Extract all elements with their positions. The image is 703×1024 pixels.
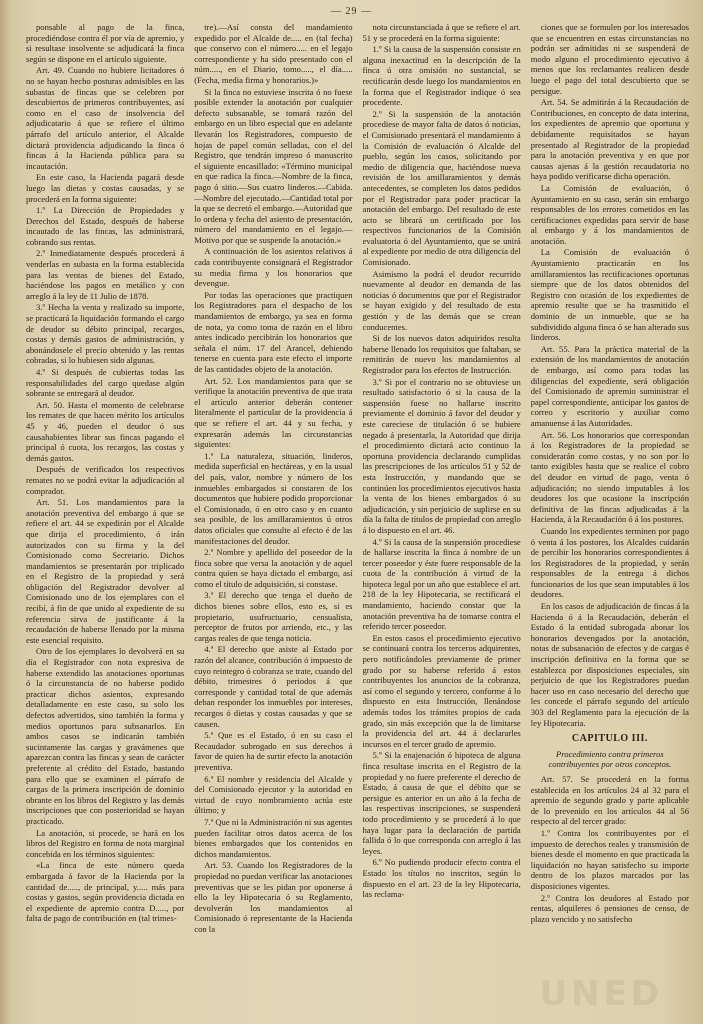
paragraph: 6.ª El nombre y residencia del Alcalde y del Comisionado ejecutor y la autoridad en virtud de cuyo nombramiento actúa este último; y (194, 773, 353, 816)
paragraph: Si la finca no estuviese inscrita ó no fuese posible extender la anotación por cualquier defecto subsanable, se tomará razón del embargo en un libro especial que en adelante llevarán los Registradores, compuesto de hojas de papel común selladas, con el del Registro, que tendrán impreso ó manuscrito el siguiente encasillado: «Término municipal en que radica la finca.—Nombre de la finca, pago ó sitio.—Sus cuatro linderos.—Cabida.—Nombre del ejecutado.—Cantidad total por la que se decretó el embargo.—Autoridad que lo ordena y fecha del asiento de presentación, número del mandamiento en el legajo.—Motivo por que se suspende la anotación.» (194, 86, 353, 245)
paragraph: Art. 49. Cuando no hubiere licitadores ó no se hayan hecho posturas admisibles en las subastas de fincas que se celebren por descubiertos de primeros contribuyentes, así como en el caso de insolvencia del adjudicatario á que se refiere el último párrafo del artículo anterior, el Alcalde dictará providencia adjudicando la finca ó fincas á la Hacienda pública para su incautación. (26, 65, 185, 171)
paragraph: 1.ª La naturaleza, situación, linderos, medida superficial en hectáreas, y en la usual del país, valor, nombre y número de los inmuebles embargados si constaren de los documentos que hubiere podido proporcionar el Comisionado, ó en otro caso y en cuanto sea posible, de los amillaramientos ú otros datos oficiales que consulte al efecto é de las manifestaciones del deudor. (194, 450, 353, 546)
paragraph: 2.º Si la suspensión de la anotación procediese de mayor falta de datos ó noticias, el Comisionado presentará el mandamiento á la Comisión de evaluación ó Alcalde del pueblo, según los casos, solicitando por medio de diligencia que, haciéndose nueva revisión de los amillaramientos y demás antecedentes, se completen los datos pedidos por el Registrador para poder practicar la anotación del embargo. Del resultado de este acto se librará un certificado por los respectivos funcionarios de la Comisión evaluatoria ó del Ayuntamiento, que se unirá al expediente por medio de otra diligencia del Comisionado. (362, 108, 521, 268)
paragraph: Art. 53. Cuando los Registradores de la propiedad no puedan verificar las anotaciones preventivas que se les pidan por oponerse á ello la ley Hipotecaria ó su Reglamento, devolverán los mandamientos al Comisionado ó representante de la Hacienda con la (194, 860, 353, 934)
column-3 (363, 22, 521, 1008)
page-number: — 29 — (331, 6, 372, 17)
paragraph: nota circunstanciada á que se refiere el art. 51 y se procederá en la forma siguiente: (362, 22, 521, 43)
paragraph: En estos casos el procedimiento ejecutivo se continuará contra los terceros adquirentes, pero notificándoles previamente de primer grado por su haberse referido á estos contribuyentes los anuncios de la cobranza, así como el segundo y tercero, conforme á lo dispuesto en esta Instrucción, llenándose además todos los trámites propios de cada grado, sin más excepción que la de limitarse la providencia del art. 44 á declararles incursos en el tercer grado de apremio. (362, 632, 521, 749)
paragraph: Por todas las operaciones que practiquen los Registradores para el despacho de los mandamientos de embargo, ya sea en forma de nota, ya como toma de razón en el libro antes indicado percibirán los honorarios que señala el núm. 17 del Arancel, debiendo tenerse en cuenta para este efecto el importe de las cantidades objeto de la anotación. (194, 289, 353, 374)
paragraph: ponsable al pago de la finca, procediéndose contra él por vía de apremio, y si resultase insolvente se adjudicará la finca según se dispone en el artículo siguiente. (26, 22, 185, 64)
paragraph: 2.ª Nombre y apellido del poseedor de la finca sobre que versa la anotación y de aquel contra quien se haya dictado el embargo, así como el título de adquisición, si constase. (194, 547, 353, 589)
chapter-subtitle: Procedimiento contra primeros contribuyentes por otros conceptos. (548, 748, 672, 770)
paragraph: 4.ª El derecho que asiste al Estado por razón del alcance, contribución ó impuesto de cuyo reintegro ó cobranza se trate, cuando del débito, trimestres ó periodos á que corresponde y cantidad total de que además deban responder los inmuebles por intereses, recargos ó dietas y costas causadas y que se causen. (194, 644, 353, 729)
chapter-title: CAPITULO III. (571, 733, 648, 745)
paragraph: ciones que se formulen por los interesados que se encuentren en estas circunstancias no podrán ser admitidas ni se suspenderá de modo alguno el procedimiento ejecutivo á menos que los reclamantes realicen desde luego el pago del total descubierto que se persigue. (530, 22, 689, 96)
column-4 (531, 22, 689, 1008)
column-2 (194, 22, 352, 1008)
paragraph: 3.º Hecha la venta y realizado su importe, se practicará la liquidación formando el cargo de deudor su débito principal, recargos, costas y demás gastos de administración, y abonándosele el precio obtenido y las rentas cobradas, si lo hubiesen sido algunas. (26, 302, 185, 366)
paragraph: 2.º Inmediatamente después procederá á venderlas en subasta en la forma establecida para las ventas de bienes del Estado, haciéndose los pagos en metálico y con arreglo á la ley de 11 Julio de 1878. (26, 248, 185, 301)
paragraph: En este caso, la Hacienda pagará desde luego las dietas y costas causadas, y se procederá en la forma siguiente: (26, 172, 185, 204)
paragraph: tre).—Así consta del mandamiento expedido por el Alcalde de..... en (tal fecha) que conservo con el número..... en el legajo correspondiente y ha sido presentado con el núm....., en el Diario, tomo....., el día..... (Fecha, media firma y honorarios.)» (194, 22, 353, 85)
paragraph: 5.º Si la enajenación ó hipoteca de alguna finca resultase inscrita en el Registro de la propiedad y no fuere preferente el derecho de Estado, á causa de que el débito que se persigue es anterior en un año á la fecha de las respectivas inscripciones, se suspenderá todo procedimiento y se procederá á lo que haya lugar para la declaración de partida fallida ó lo que corresponda con arreglo á las leyes. (362, 750, 521, 856)
paragraph: Art. 55. Para la práctica material de la extensión de los mandamientos de anotación de embargo, así como para todas las diligencias del expediente, será obligación del Comisionado de apremio suministrar el papel correspondiente, anticipar los gastos de correo y escritorio y auxiliar como amanuense á las Autoridades. (530, 343, 689, 428)
paragraph: 3.ª El derecho que tenga el dueño de dichos bienes sobre ellos, esto es, si es propietario, usufructuario, censualista, perceptor de frutos por arriendo, etc., y las cargas reales de que tenga noticia. (194, 590, 353, 643)
paragraph: En los casos de adjudicación de fincas á la Hacienda ó á la Recaudación, deberán el Estado ó la entidad subrogada abonar los honorarios devengados por la anotación, notas de subsanación de efectos y de cargas é inscripción definitiva en la forma que se establezca por disposiciones especiales, sin perjuicio de que los Registradores puedan hacer uso en caso necesario del derecho que les concede el párrafo segundo del artículo 303 del Reglamento para la ejecución de la ley Hipotecaria. (530, 601, 689, 728)
paragraph: Después de verificados los respectivos remates no se podrá evitar la adjudicación al comprador. (26, 464, 185, 496)
paragraph: 6.º No pudiendo producir efecto contra el Estado los títulos no inscritos, según lo dispuesto en el art. 23 de la ley Hipotecaria, las reclama- (362, 857, 521, 900)
paragraph: Art. 51. Los mandamientos para la anotación preventiva del embargo á que se refiere el art. 44 se expedirán por el Alcalde que dirija el procedimiento, ó irán autorizados con su firma y la del Comisionado como Secretario. Dichos mandamientos se presentarán por triplicado en el Registro de la propiedad y será obligación del Registrador devolver al Comisionado uno de los ejemplares con el recibí, á fin de que unido al expediente de su referencia sirva de justificante á la recaudación de haberse llenado por la misma este esencial requisito. (26, 497, 185, 645)
paragraph: Otro de los ejemplares lo devolverá en su día el Registrador con nota expresiva de haberse extendido las anotaciones oportunas ó la circunstancia de no haberse podido practicar dichos asientos, expresando detalladamente en este caso, su solo los defectos advertidos, sino también la forma y medios oportunos para subsanarlos. En ambos casos se indicarán también sucintamente las cargas y gravámenes que aparezcan contra las fincas y sean de carácter preferente al crédito del Estado, bastando para ello que se examinen el párrafo de cargas de la primera inscripción de dominio obrante en los libros del Registro y las demás inscripciones que con posterioridad se hayan practicado. (26, 646, 185, 826)
paragraph: 3.º Si por el contrario no se obtuviese un resultado satisfactorio ó si la causa de la suspensión fuese no hallarse inscrito previamente el dominio á favor del deudor y este careciese de titulación ó se hubiere negado á presentarla, la Autoridad que dirija el procedimiento dictará acto continuo la oportuna providencia declarando cumplidas las prescripciones de los artículos 51 y 52 de esta Instrucción, y mandando que se continúen los procedimientos ejecutivos hasta la venta de los bienes embargados ó su adjudicación, y sin perjuicio de suplirse en su día la falta de títulos de propiedad con arreglo á lo dispuesto en el art. 46. (362, 376, 521, 535)
paragraph: 1.º La Dirección de Propiedades y Derechos del Estado, después de haberse incautado de las fincas, las administrará, cobrando sus rentas. (26, 205, 185, 247)
library-watermark: UNED (539, 974, 663, 1014)
paragraph: 5.ª Que es el Estado, ó en su caso el Recaudador subrogado en sus derechos á favor de quien ha de surtir efecto la anotación preventiva. (194, 730, 353, 772)
paragraph: 2.º Contra los deudores al Estado por rentas, alquileres ó pensiones de censo, de plazo vencido y no satisfecho (530, 892, 689, 924)
paragraph: 1.º Si la causa de la suspensión consiste en alguna inexactitud en la descripción de la finca ú otra omisión no sustancial, se rectificarán desde luego los mandamientos en la forma que el Registrador indique ó sea procedente. (362, 44, 521, 108)
paragraph: 7.ª Que ni la Administración ni sus agentes pueden facilitar otros datos acerca de los bienes embargados que los contenidos en dichos mandamientos. (194, 816, 353, 859)
paragraph: Art. 56. Los honorarios que correspondan á los Registradores de la propiedad se considerarán como costas, y no son por lo tanto exigibles hasta que se realice el cobro del deudor en virtud de pago, venta ó adjudicación; no siendo imputables á los deudores los que ocasione la inscripción definitiva de las fincas adjudicadas á la Hacienda, á la Recaudación ó á los postores. (530, 429, 689, 525)
paragraph: 4.º Si la causa de la suspensión procediese de hallarse inscrita la finca á nombre de un tercer poseedor y éste fuere responsable de la cuota de la contribución á virtud de la hipoteca legal por un año que establece el art. 218 de la ley Hipotecaria, se rectificará el mandamiento, haciendo constar que la anotación preventiva ha de tomarse contra el referido tercer poseedor. (362, 536, 521, 632)
column-1 (26, 22, 184, 1008)
paragraph: Art. 57. Se procederá en la forma establecida en los artículos 24 al 32 para el apremio de segundo grado y parte aplicable de lo prevenido en los artículos 44 al 56 respecto al del tercer grado: (530, 773, 689, 827)
paragraph: 4.º Si después de cubiertas todas las responsabilidades del cargo quedase algún sobrante se entregará al deudor. (26, 367, 185, 399)
paragraph: Art. 50. Hasta el momento de celebrarse los remates de que hacen mérito los artículos 45 y 46, pueden el deudor ó sus causahabientes librar sus fincas pagando el principal ó cuota, los recargos, las costas y demás gastos. (26, 399, 185, 463)
paragraph: La Comisión de evaluación, ó Ayuntamiento en su caso, serán sin embargo responsables de los errores cometidos en las certificaciones expedidas para servir de base al embargo y á los mandamientos de anotación. (530, 182, 689, 246)
text-columns (26, 22, 689, 1008)
paragraph: 1.º Contra los contribuyentes por el impuesto de derechos reales y transmisión de bienes desde el momento en que practicada la liquidación no hayan satisfecho su importe dentro de los plazos marcados por las disposiciones vigentes. (530, 827, 689, 891)
paragraph: Art. 52. Los mandamientos para que se verifique la anotación preventiva de que trata el artículo anterior deberán contener literalmente el particular de la providencia á que se refiere el art. 44 y su fecha, y expresarán además las circunstancias siguientes: (194, 375, 353, 450)
paragraph: A continuación de los asientos relativos á cada contribuyente consignará el Registrador su media firma y los honorarios que devengue. (194, 246, 353, 289)
paragraph: La anotación, si procede, se hará en los libros del Registro en forma de nota marginal concebida en los términos siguientes: (26, 827, 185, 859)
paragraph: «La finca de este número queda embargada á favor de la Hacienda por la cantidad de....., de principal, y..... más para costas y gastos, según providencia dictada en el expediente de apremio contra D....., por falta de pago de contribución en (tal trimes- (26, 860, 185, 924)
paragraph: Art. 54. Se admitirán á la Recaudación de Contribuciones, en concepto de data interina, los expedientes de apremio que oportuna y debidamente requisitados se hayan presentado al Registrador de la propiedad para la anotación preventiva y en que por causas ajenas á la gestión recaudatoria no haya podido verificarse dicha operación. (530, 97, 689, 182)
paragraph: La Comisión de evaluación ó Ayuntamiento practicarán en los amillaramientos las rectificaciones oportunas siempre que de los datos obtenidos del Registro con ocasión de los expedientes de apremio resulte que se ha trasmitido el dominio de un inmueble, que se ha subdividido alguna finca ó se han alterado sus linderos. (530, 247, 689, 343)
paragraph: Asimismo la podrá el deudor recurrido nuevamente al deudor en demanda de las noticias ó documentos que por el Registrador se hayan exigido y del resultado de esta gestión y de las demás que se crean conducentes. (362, 268, 521, 332)
paragraph: Si de los nuevos datos adquiridos resulta haberse llenado los requisitos que faltaban, se remitirán de nuevo los mandamientos al Registrador para los efectos de Instrucción. (362, 333, 521, 375)
paragraph: Cuando los expedientes terminen por pago ó venta á los postores, los Alcaldes cuidarán de percibir los honorarios correspondientes á los Registradores de la propiedad, y serán responsables de la entrega á dichos funcionarios de los que sean imputables á los deudores. (530, 525, 689, 600)
